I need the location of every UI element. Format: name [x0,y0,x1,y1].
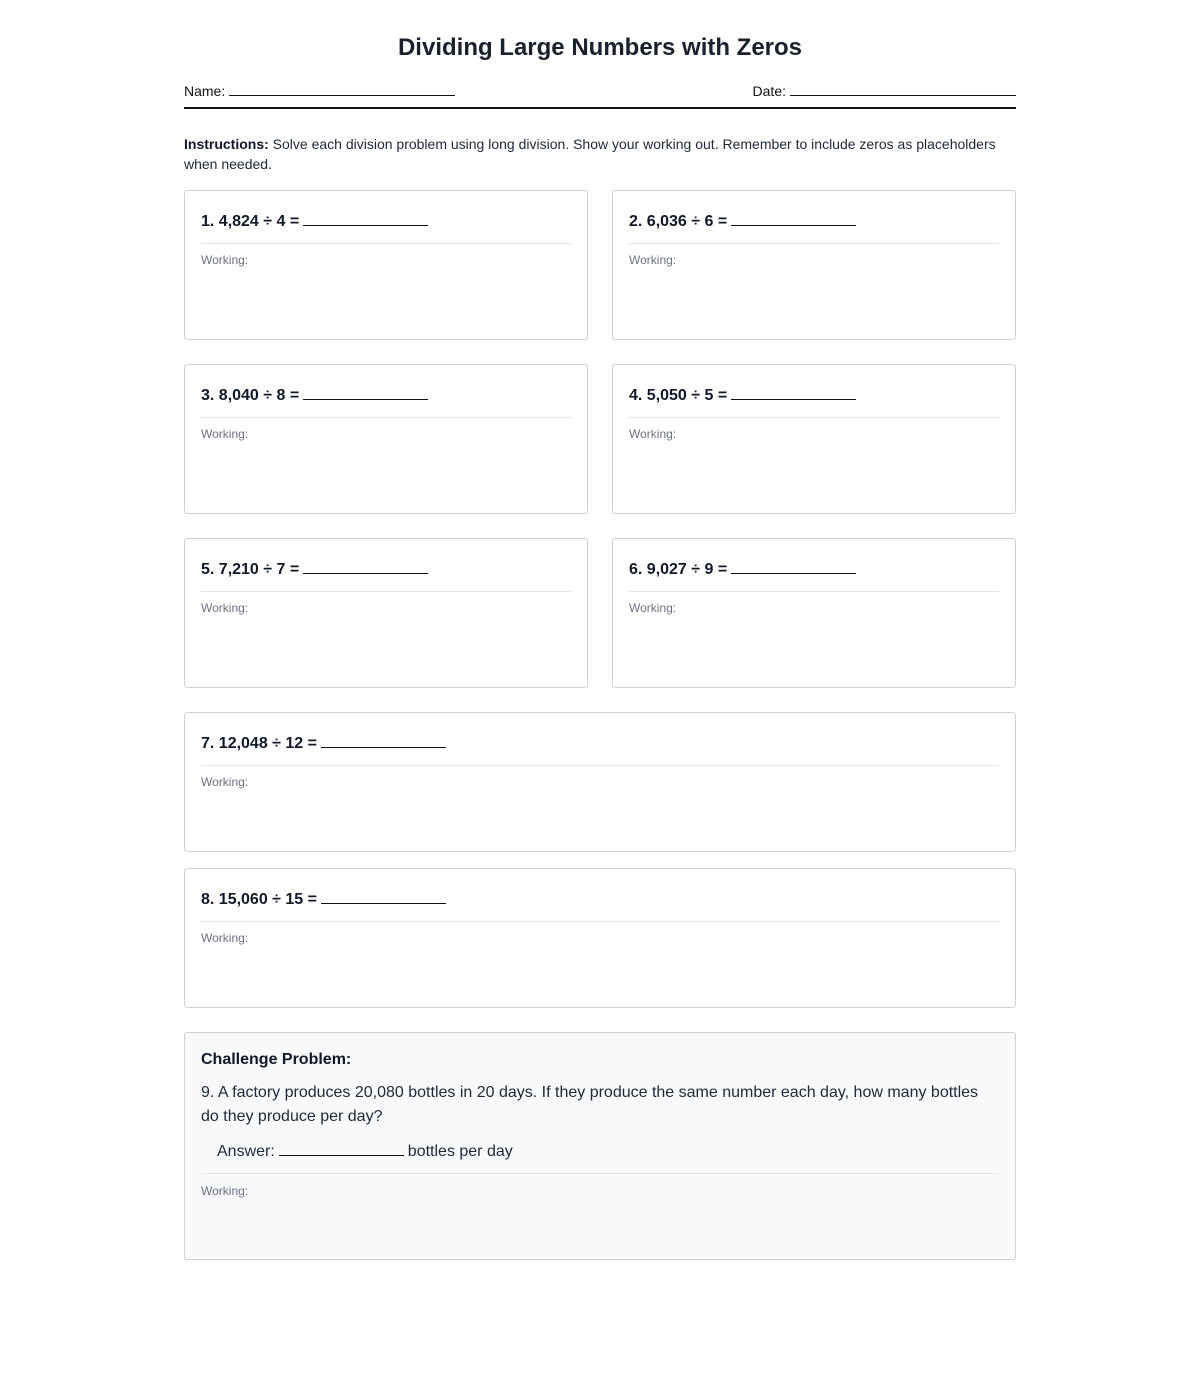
problem-card-8 [184,868,1016,1008]
header-row [184,80,1016,109]
instructions-text: Solve each division problem using long division. Show your working out. Remember to include zeros as placeholders when needed. [184,136,996,172]
worksheet-title: Dividing Large Numbers with Zeros [397,34,803,61]
problem-text: 6. 9,027 ÷ 9 = [629,561,728,578]
problem-question [201,731,446,753]
problem-card-1 [184,190,588,340]
problem-question [629,383,856,405]
answer-line[interactable] [303,557,428,574]
problem-question [201,383,428,405]
working-label: Working: [629,601,677,615]
working-label: Working: [201,427,249,441]
answer-line[interactable] [321,731,446,748]
working-label: Working: [201,775,249,789]
divider [201,591,571,592]
date-label: Date: [752,83,786,99]
instructions [184,134,1016,174]
divider [201,243,571,244]
problem-text: 7. 12,048 ÷ 12 = [201,735,317,752]
challenge-card [184,1032,1016,1260]
name-input-line[interactable] [229,81,455,96]
working-label: Working: [201,931,249,945]
divider [201,765,999,766]
problem-question [629,557,856,579]
problem-text: 3. 8,040 ÷ 8 = [201,387,300,404]
problem-card-6 [612,538,1016,688]
divider [201,417,571,418]
problem-question [629,209,856,231]
problem-text: 4. 5,050 ÷ 5 = [629,387,728,404]
problem-card-5 [184,538,588,688]
divider [629,243,999,244]
problem-card-7 [184,712,1016,852]
answer-line[interactable] [279,1139,404,1156]
working-label: Working: [629,427,677,441]
challenge-answer [217,1139,513,1161]
answer-line[interactable] [321,887,446,904]
answer-line[interactable] [303,209,428,226]
working-label: Working: [201,253,249,267]
date-field [753,81,1016,99]
answer-line[interactable] [303,383,428,400]
problem-card-3 [184,364,588,514]
answer-line[interactable] [731,383,856,400]
divider [629,417,999,418]
name-label: Name: [184,83,226,99]
working-label: Working: [201,601,249,615]
problem-text: 1. 4,824 ÷ 4 = [201,213,300,230]
working-label: Working: [629,253,677,267]
answer-unit: bottles per day [407,1143,513,1160]
problem-card-4 [612,364,1016,514]
challenge-text: 9. A factory produces 20,080 bottles in 20 days. If they produce the same number each day, how many bottles do they produce per day? [201,1084,979,1125]
problem-text: 2. 6,036 ÷ 6 = [629,213,728,230]
name-field [184,81,455,99]
instructions-label: Instructions: [184,136,269,152]
problem-card-2 [612,190,1016,340]
problem-question [201,557,428,579]
challenge-title: Challenge Problem: [201,1051,352,1068]
answer-line[interactable] [731,209,856,226]
problem-question [201,209,428,231]
date-input-line[interactable] [790,81,1016,96]
divider [629,591,999,592]
working-label: Working: [201,1184,249,1198]
divider [201,1173,999,1174]
answer-label: Answer: [217,1143,275,1160]
answer-line[interactable] [731,557,856,574]
problem-text: 8. 15,060 ÷ 15 = [201,891,317,908]
problem-question [201,887,446,909]
problem-text: 5. 7,210 ÷ 7 = [201,561,300,578]
divider [201,921,999,922]
